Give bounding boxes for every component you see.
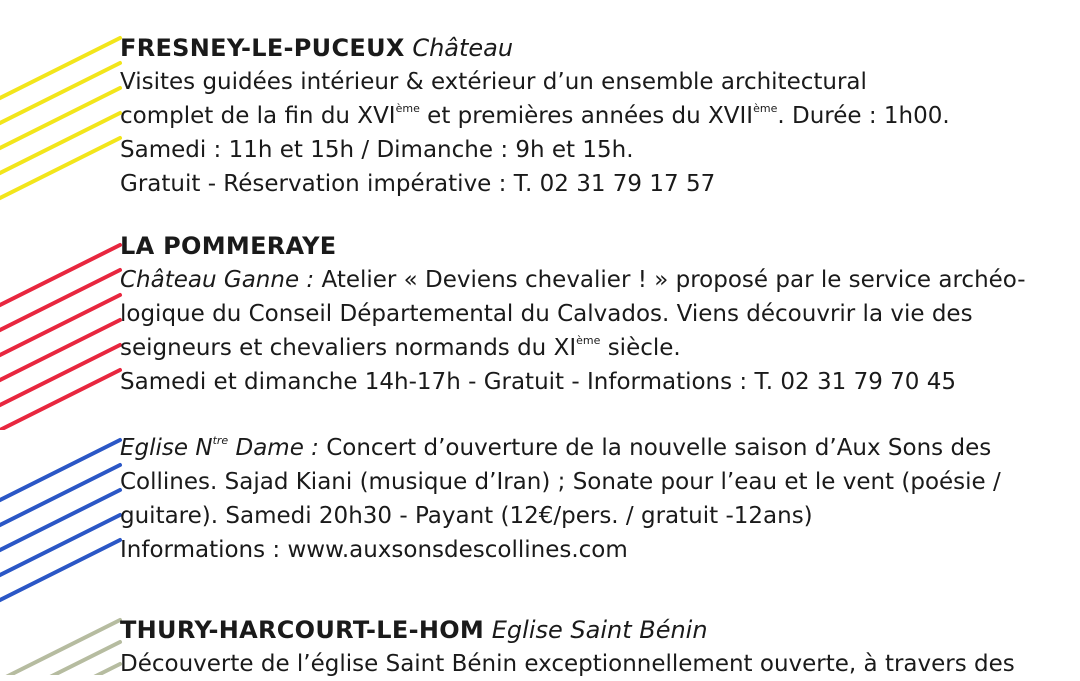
pommeraye-title: LA POMMERAYE xyxy=(120,232,337,260)
pommeraye-place: Château Ganne : xyxy=(120,267,315,293)
section-pommeraye xyxy=(120,229,1060,399)
eglise-place xyxy=(120,435,319,461)
fresney-sup-1: ème xyxy=(395,102,420,116)
section-fresney xyxy=(120,31,1060,201)
fresney-heading xyxy=(120,31,1060,65)
pommeraye-line-3-a: seigneurs et chevaliers normands du XI xyxy=(120,335,577,361)
blue-stripe xyxy=(0,540,120,610)
fresney-line-4: Gratuit - Réservation impérative : T. 02 31 79 17 57 xyxy=(120,171,716,197)
red-stripes xyxy=(0,235,130,430)
yellow-stripe xyxy=(0,138,120,208)
pommeraye-line-2: logique du Conseil Départemental du Calvados. Viens découvrir la vie des xyxy=(120,301,973,327)
section-eglise xyxy=(120,431,1060,567)
pommeraye-line-1-rest: Atelier « Deviens chevalier ! » proposé par le service archéo- xyxy=(314,267,1026,293)
eglise-line-3: guitare). Samedi 20h30 - Payant (12€/pers. / gratuit -12ans) xyxy=(120,503,813,529)
eglise-line-1-rest: Concert d’ouverture de la nouvelle saison d’Aux Sons des xyxy=(318,435,992,461)
fresney-line-2-a: complet de la fin du XVI xyxy=(120,103,396,129)
eglise-place-sup: tre xyxy=(212,434,229,448)
pommeraye-line-3 xyxy=(120,331,1060,365)
sage-stripe xyxy=(0,620,120,675)
section-thury xyxy=(120,613,1060,681)
fresney-sup-2: ème xyxy=(753,102,778,116)
eglise-line-2: Collines. Sajad Kiani (musique d’Iran) ; Sonate pour l’eau et le vent (poésie / xyxy=(120,469,1001,495)
sage-stripes-graphic xyxy=(0,612,130,675)
fresney-line-2-b: et premières années du XVII xyxy=(419,103,754,129)
pommeraye-line-1 xyxy=(120,263,1060,297)
eglise-line-4: Informations : www.auxsonsdescollines.com xyxy=(120,537,628,563)
fresney-title: FRESNEY-LE-PUCEUX xyxy=(120,34,405,62)
red-stripes-graphic xyxy=(0,235,130,430)
red-stripe xyxy=(0,370,120,430)
pommeraye-sup: ème xyxy=(576,334,601,348)
thury-line-1: Découverte de l’église Saint Bénin exceptionnellement ouverte, à travers des xyxy=(120,651,1015,677)
eglise-place-a: Eglise N xyxy=(120,435,213,461)
fresney-line-2 xyxy=(120,99,1060,133)
yellow-stripes-graphic xyxy=(0,30,130,215)
pommeraye-line-3-b: siècle. xyxy=(600,335,681,361)
blue-stripes-graphic xyxy=(0,430,130,615)
pommeraye-heading xyxy=(120,229,1060,263)
thury-title: THURY-HARCOURT-LE-HOM xyxy=(120,616,485,644)
thury-subtitle: Eglise Saint Bénin xyxy=(491,616,708,644)
fresney-subtitle: Château xyxy=(412,34,514,62)
blue-stripes xyxy=(0,430,130,615)
fresney-line-1: Visites guidées intérieur & extérieur d’un ensemble architectural xyxy=(120,69,867,95)
thury-heading xyxy=(120,613,1060,647)
sage-stripes xyxy=(0,612,130,675)
eglise-place-b: Dame : xyxy=(228,435,319,461)
fresney-line-2-c: . Durée : 1h00. xyxy=(777,103,950,129)
yellow-stripes xyxy=(0,30,130,215)
pommeraye-line-4: Samedi et dimanche 14h-17h - Gratuit - Informations : T. 02 31 79 70 45 xyxy=(120,369,956,395)
eglise-line-1 xyxy=(120,431,1060,465)
fresney-line-3: Samedi : 11h et 15h / Dimanche : 9h et 15h. xyxy=(120,137,634,163)
